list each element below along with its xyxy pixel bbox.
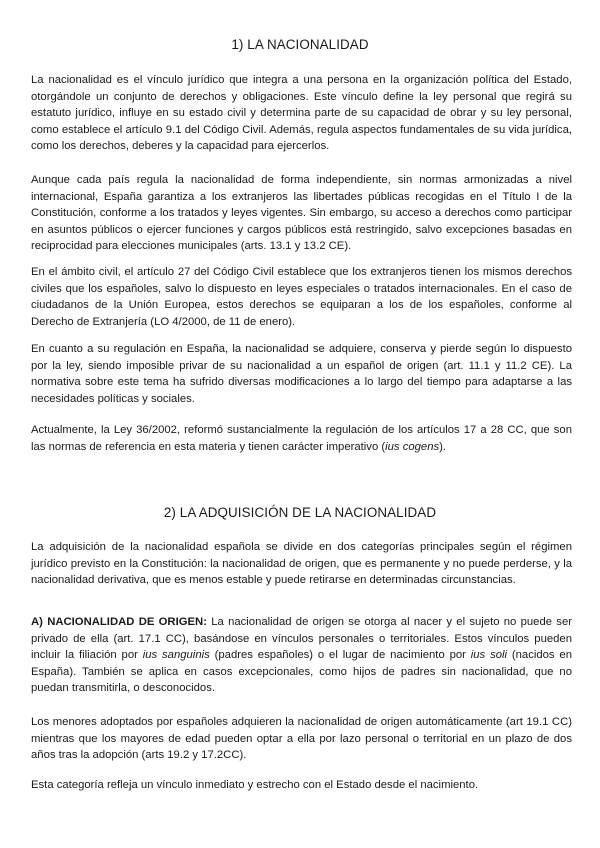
latin-term: ius sanguinis — [142, 649, 210, 662]
paragraph-text: Actualmente, la Ley 36/2002, reformó sustancialmente la regulación de los artículos 17 a 28 CC, que son las normas de referencia en esta materia y tienen carácter imperativo ( — [31, 424, 572, 453]
section-2-paragraph-4: Esta categoría refleja un vínculo inmediato y estrecho con el Estado desde el nacimiento. — [31, 779, 479, 791]
section-1-paragraph-2: Aunque cada país regula la nacionalidad de forma independiente, sin normas armonizadas a nivel internacional, España garantiza a los extranjeros las libertades públicas recogidas en el Título I de la Constitución, conforme a los tratados y leyes vigentes. Sin embargo, su acceso a derechos como participar en asuntos públicos o ejercer funciones y cargos públicos está restringido, salvo excepciones basadas en reciprocidad para elecciones municipales (arts. 13.1 y 13.2 CE). — [31, 174, 572, 253]
paragraph-text: (nacidos en España). También se aplica en casos excepcionales, como hijos de padres sin nacionalidad, que no puedan transmitirla, o desconocidos. — [31, 649, 572, 695]
section-2-title: 2) LA ADQUISICIÓN DE LA NACIONALIDAD — [163, 505, 437, 520]
paragraph-text: (padres españoles) o el lugar de nacimiento por — [209, 649, 471, 662]
section-1-paragraph-4: En cuanto a su regulación en España, la nacionalidad se adquiere, conserva y pierde según lo dispuesto por la ley, siendo imposible privar de su nacionalidad a un español de origen (art. 11.1 y 11.2 CE). La normativa sobre este tema ha sufrido diversas modificaciones a lo largo del tiempo para adaptarse a las necesidades políticas y sociales. — [31, 343, 572, 405]
latin-term: ius soli — [470, 649, 508, 662]
paragraph-text: La nacionalidad de origen se otorga al nacer y el sujeto no puede ser privado de ella (art. 17.1 CC), basándose en vínculos personales o territoriales. Estos vínculos pueden incluir la filiación por — [31, 616, 572, 662]
subsection-heading: A) NACIONALIDAD DE ORIGEN: — [31, 616, 207, 628]
latin-term: ius cogens — [385, 440, 440, 453]
section-2-paragraph-1: La adquisición de la nacionalidad española se divide en dos categorías principales según el régimen jurídico previsto en la Constitución: la nacionalidad de origen, que es permanente y no puede perderse, y la nacionalidad derivativa, que es menos estable y puede retirarse en determinadas circunstancias. — [31, 541, 572, 587]
section-1-paragraph-5 — [31, 422, 572, 455]
section-1-title: 1) LA NACIONALIDAD — [231, 37, 369, 52]
section-2-paragraph-3: Los menores adoptados por españoles adquieren la nacionalidad de origen automáticamente (art 19.1 CC) mientras que los mayores de edad pueden optar a ella por lazo personal o territorial en un plazo de dos años tras la adopción (arts 19.2 y 17.2CC). — [31, 716, 572, 762]
section-1-paragraph-1: La nacionalidad es el vínculo jurídico que integra a una persona en la organización política del Estado, otorgándole un conjunto de derechos y obligaciones. Este vínculo define la ley personal que regirá su estatuto jurídico, influye en su estado civil y determina parte de su capacidad de obrar y su ley personal, como establece el artículo 9.1 del Código Civil. Además, regula aspectos fundamentales de su vida jurídica, como los derechos, deberes y la capacidad para ejercerlos. — [31, 74, 572, 153]
section-2-paragraph-2 — [31, 614, 572, 697]
paragraph-text: ). — [439, 440, 447, 453]
section-1-paragraph-3: En el ámbito civil, el artículo 27 del Código Civil establece que los extranjeros tienen los mismos derechos civiles que los españoles, salvo lo dispuesto en leyes especiales o tratados internacionales. En el caso de ciudadanos de la Unión Europea, estos derechos se equiparan a los de los españoles, conforme al Derecho de Extranjería (LO 4/2000, de 11 de enero). — [31, 266, 572, 328]
